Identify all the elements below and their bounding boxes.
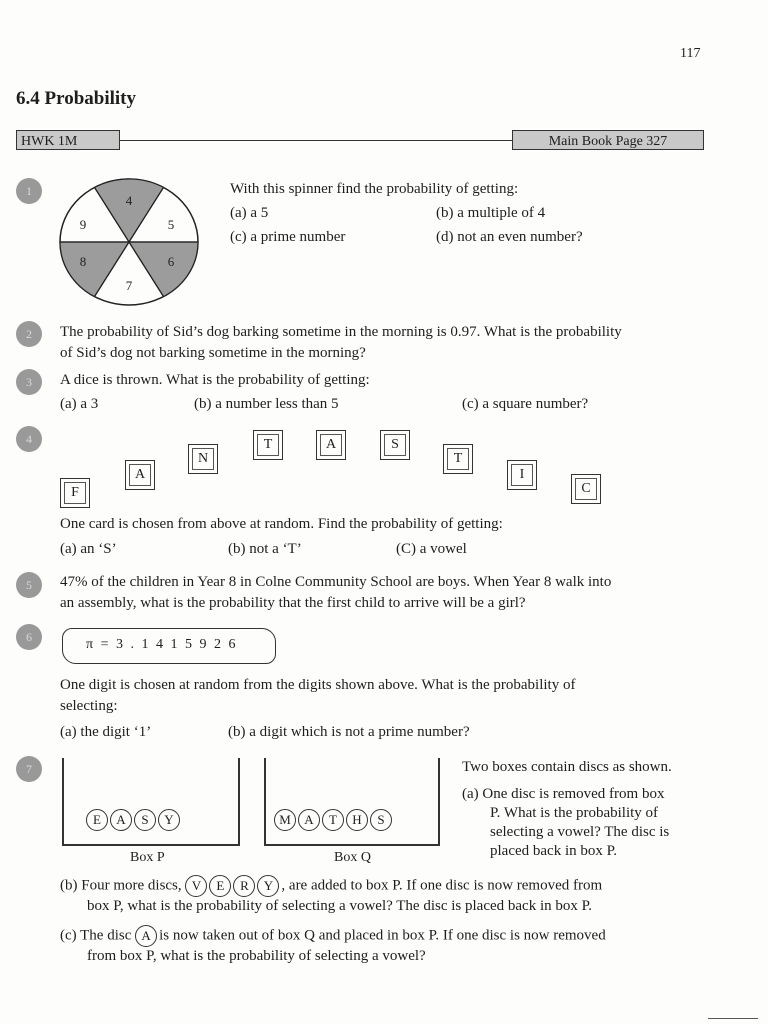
q7-part-b-line-1 [60,875,602,897]
q7-part-b-post: , are added to box P. If one disc is now removed from [281,877,603,894]
q7-part-b-line-2: box P, what is the probability of selecting a vowel? The disc is placed back in box P. [87,898,593,914]
spinner-number-8: 8 [79,254,87,269]
q7-part-c-pre: (c) The disc [60,927,132,944]
q1-part-b: (b) a multiple of 4 [436,205,546,221]
letter-card: T [253,430,283,460]
pi-digits: π = 3 . 1 4 1 5 9 2 6 [86,637,238,652]
q7-part-c-post: is now taken out of box Q and placed in box P. If one disc is now removed [159,927,606,944]
q7-part-a-line-4: placed back in box P. [490,843,618,859]
q7-part-a-line-3: selecting a vowel? The disc is [490,824,670,840]
q7-part-c-line-1 [60,925,606,947]
disc: E [209,875,231,897]
disc: A [110,809,132,831]
disc: S [370,809,392,831]
question-number-7: 7 [16,756,42,782]
question-number-4: 4 [16,426,42,452]
disc: H [346,809,368,831]
q6-part-b: (b) a digit which is not a prime number? [228,724,470,740]
letter-card: A [125,460,155,490]
disc: M [274,809,296,831]
q7-part-a-line-2: P. What is the probability of [490,805,659,821]
question-number-2: 2 [16,321,42,347]
q1-part-a: (a) a 5 [230,205,269,221]
q7-part-b-pre: (b) Four more discs, [60,877,182,894]
disc: V [185,875,207,897]
q5-line-2: an assembly, what is the probability that the first child to arrive will be a girl? [60,595,526,611]
question-number-3: 3 [16,369,42,395]
main-book-page-label: Main Book Page 327 [512,130,704,150]
q1-part-d: (d) not an even number? [436,229,583,245]
disc: R [233,875,255,897]
q2-line-2: of Sid’s dog not barking sometime in the morning? [60,345,366,361]
box-q-discs [274,809,394,831]
q4-intro: One card is chosen from above at random. Find the probability of getting: [60,516,503,532]
box-q [264,758,440,846]
disc: E [86,809,108,831]
disc: A [135,925,157,947]
spinner-number-9: 9 [79,217,87,232]
q4-part-a: (a) an ‘S’ [60,541,117,557]
q6-line-1: One digit is chosen at random from the digits shown above. What is the probability of [60,677,576,693]
spinner-number-7: 7 [125,278,133,293]
q5-line-1: 47% of the children in Year 8 in Colne Community School are boys. When Year 8 walk into [60,574,612,590]
question-number-1: 1 [16,178,42,204]
q1-part-c: (c) a prime number [230,229,346,245]
header-divider [120,140,512,141]
letter-card: N [188,444,218,474]
box-p-label: Box P [130,850,165,865]
letter-card: F [60,478,90,508]
q4-part-c: (C) a vowel [396,541,467,557]
q7-part-c-line-2: from box P, what is the probability of selecting a vowel? [87,948,426,964]
disc: T [322,809,344,831]
q7-intro: Two boxes contain discs as shown. [462,759,672,775]
q2-line-1: The probability of Sid’s dog barking sometime in the morning is 0.97. What is the probability [60,324,622,340]
box-q-label: Box Q [334,850,371,865]
letter-card: C [571,474,601,504]
q1-intro: With this spinner find the probability of getting: [230,181,519,197]
disc: Y [158,809,180,831]
q7-part-a-line-1: (a) One disc is removed from box [462,786,665,802]
box-p [62,758,240,846]
q3-part-b: (b) a number less than 5 [194,396,339,412]
letter-card: T [443,444,473,474]
section-title: 6.4 Probability [16,88,136,109]
disc: Y [257,875,279,897]
letter-card: I [507,460,537,490]
spinner-number-4: 4 [125,193,133,208]
q3-part-a: (a) a 3 [60,396,99,412]
disc: A [298,809,320,831]
q7-part-b-discs [185,875,281,897]
page-number: 117 [680,46,701,61]
q6-part-a: (a) the digit ‘1’ [60,724,152,740]
spinner-diagram [58,176,200,308]
box-p-discs [86,809,182,831]
q3-intro: A dice is thrown. What is the probability of getting: [60,372,370,388]
spinner-number-6: 6 [167,254,175,269]
bottom-rule [708,1018,758,1019]
q6-line-2: selecting: [60,698,118,714]
question-number-5: 5 [16,572,42,598]
q4-part-b: (b) not a ‘T’ [228,541,302,557]
letter-card: S [380,430,410,460]
disc: S [134,809,156,831]
spinner-number-5: 5 [167,217,175,232]
letter-card: A [316,430,346,460]
q3-part-c: (c) a square number? [462,396,589,412]
question-number-6: 6 [16,624,42,650]
homework-label: HWK 1M [16,130,120,150]
